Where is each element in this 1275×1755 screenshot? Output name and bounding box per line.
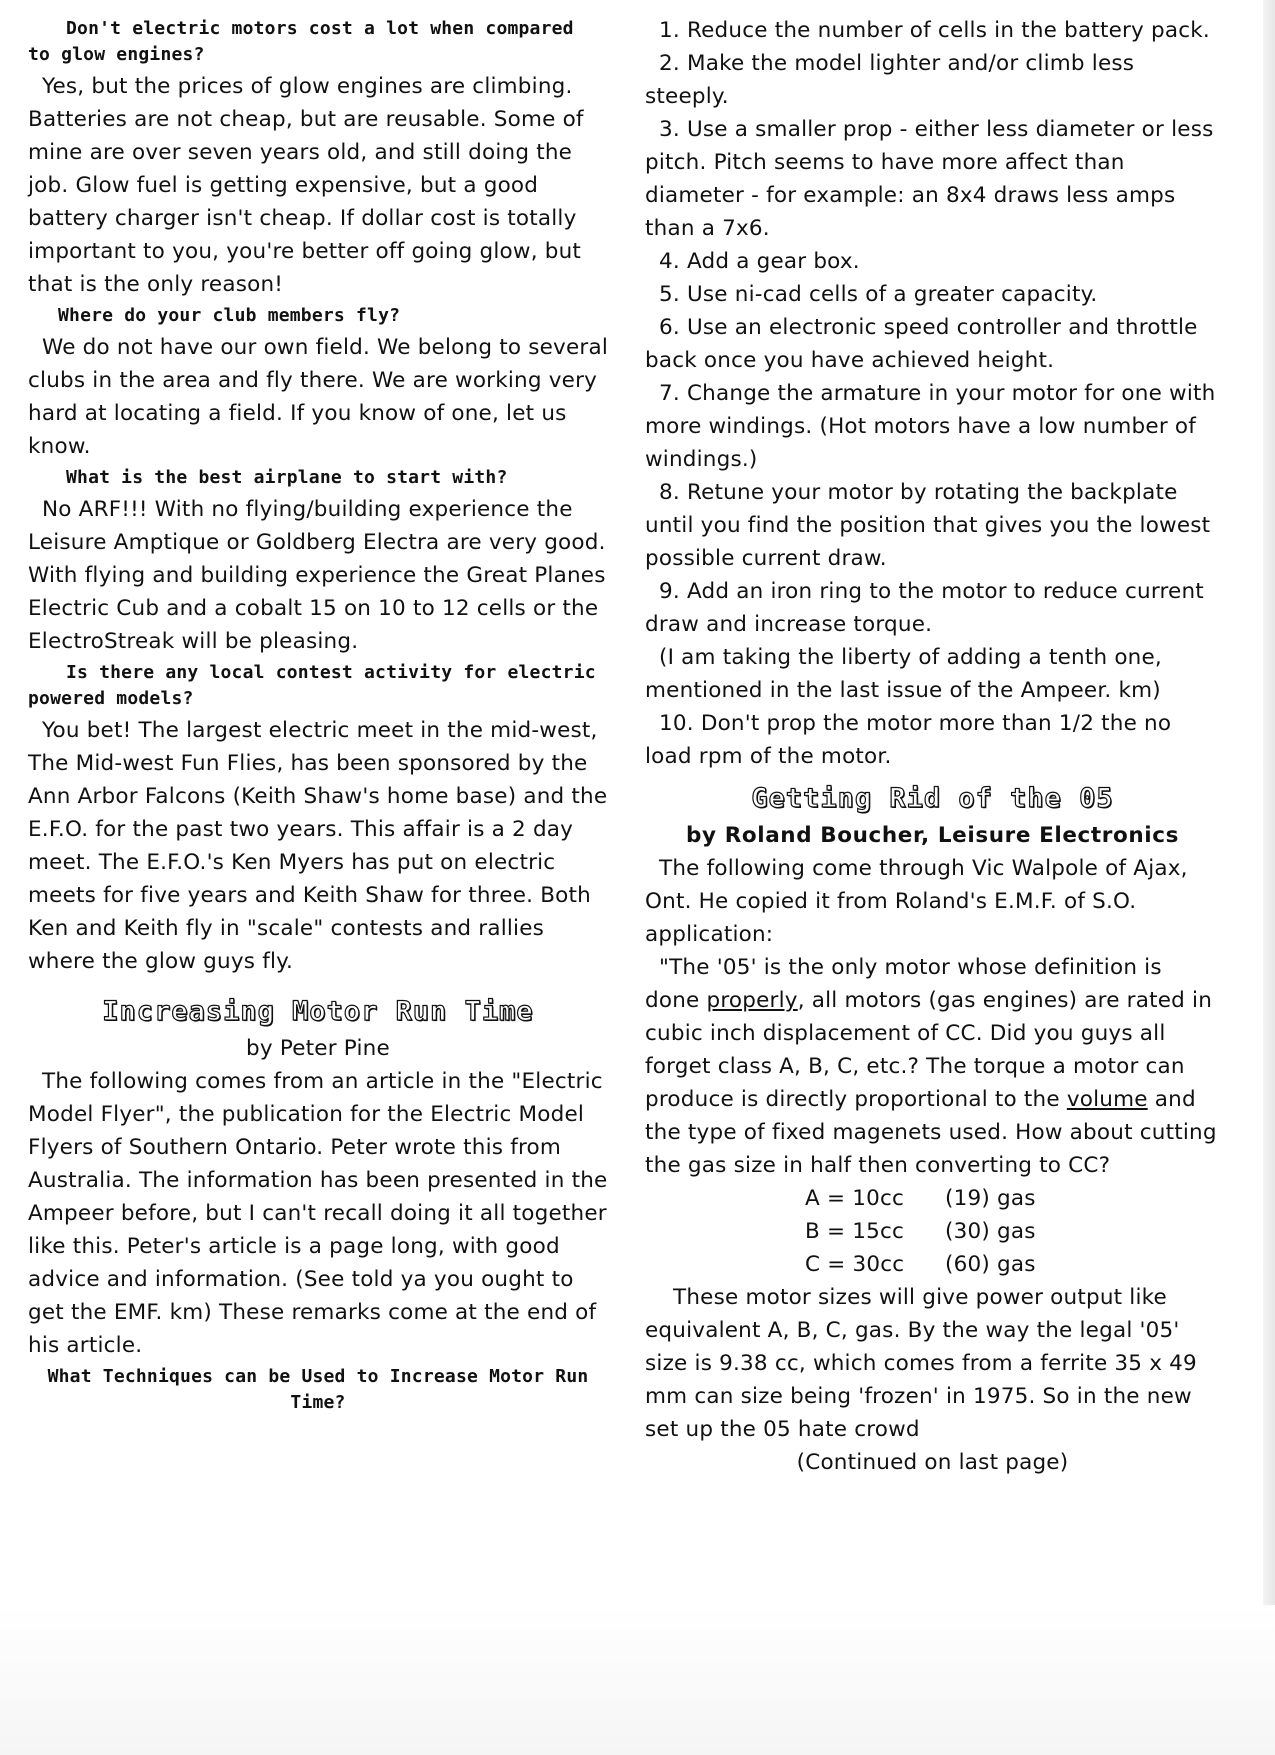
motor-size-row: [805, 1248, 1220, 1281]
motor-size-gas: (60) gas: [945, 1252, 1036, 1277]
article-body-motor-run-time: The following comes from an article in the "Electric Model Flyer", the publication for the Electric Model Flyers of Southern Ontario. Peter wrote this from Australia. The information has been presented in the Ampeer before, but I can't recall doing it all together like this. Peter's article is a page long, with good advice and information. (See told ya you ought to get the EMF. km) These remarks come at the end of his article.: [28, 1069, 608, 1358]
article-quote: [645, 951, 1220, 1182]
faq-question-fly: Where do your club members fly?: [58, 305, 401, 326]
motor-size-cc: C = 30cc: [805, 1252, 905, 1277]
faq-answer-airplane: No ARF!!! With no flying/building experience the Leisure Amptique or Goldberg Electra are very good. With flying and building experience the Great Planes Electric Cub and a cobalt 15 on 10 to 12 cells or the ElectroStreak will be pleasing.: [28, 497, 606, 654]
tip-item: 7. Change the armature in your motor for one with more windings. (Hot motors have a low number of windings.): [645, 381, 1216, 472]
article-outro: These motor sizes will give power output like equivalent A, B, C, gas. By the way the legal '05' size is 9.38 cc, which comes from a ferrite 35 x 49 mm can size being 'frozen' in 1975. So in the new set up the 05 hate crowd: [645, 1285, 1197, 1442]
faq-question-cost-line1: Don't electric motors cost a lot when compared: [66, 18, 574, 39]
bottom-shade: [0, 1605, 1275, 1755]
motor-size-table: [645, 1182, 1220, 1281]
continued-note: (Continued on last page): [796, 1450, 1069, 1475]
faq-question-contest: [28, 660, 608, 712]
article-intro: The following come through Vic Walpole of Ajax, Ont. He copied it from Roland's E.M.F. of S.O. application:: [645, 856, 1188, 947]
article-question-techniques: What Techniques can be Used to Increase Motor Run Time?: [47, 1366, 589, 1413]
tips-list: [645, 14, 1220, 773]
faq-answer-fly: We do not have our own field. We belong to several clubs in the area and fly there. We are working very hard at locating a field. If you know of one, let us know.: [28, 335, 608, 459]
motor-size-cc: A = 10cc: [805, 1186, 904, 1211]
tip-editor-note: (I am taking the liberty of adding a tenth one, mentioned in the last issue of the Ampeer. km): [645, 645, 1162, 703]
faq-answer-contest: You bet! The largest electric meet in the mid-west, The Mid-west Fun Flies, has been sponsored by the Ann Arbor Falcons (Keith Shaw's home base) and the E.F.O. for the past two years. This affair is a 2 day meet. The E.F.O.'s Ken Myers has put on electric meets for five years and Keith Shaw for three. Both Ken and Keith fly in "scale" contests and rallies where the glow guys fly.: [28, 718, 608, 974]
quote-text-2: , all motors (gas engines) are rated in cubic inch displacement of CC. Did you guys all forget class A, B, C, etc.? The torque a motor can produce is directly proportional to the: [645, 988, 1213, 1112]
article-byline-roland-boucher: by Roland Boucher, Leisure Electronics: [686, 823, 1179, 848]
right-column: [645, 14, 1220, 1479]
faq-question-cost: [28, 16, 608, 68]
tip-item: 5. Use ni-cad cells of a greater capacity.: [659, 282, 1098, 307]
tip-item: 6. Use an electronic speed controller and throttle back once you have achieved height.: [645, 315, 1198, 373]
faq-question-contest-line1: Is there any local contest activity for electric: [66, 662, 596, 683]
quote-underlined-properly: properly: [706, 988, 798, 1013]
tip-item: 9. Add an iron ring to the motor to reduce current draw and increase torque.: [645, 579, 1204, 637]
faq-answer-cost: Yes, but the prices of glow engines are climbing. Batteries are not cheap, but are reusable. Some of mine are over seven years old, and still doing the job. Glow fuel is getting expensive, but a good battery charger isn't cheap. If dollar cost is totally important to you, you're better off going glow, but that is the only reason!: [28, 74, 584, 297]
tip-item: 2. Make the model lighter and/or climb less steeply.: [645, 51, 1135, 109]
faq-question-airplane: What is the best airplane to start with?: [66, 467, 508, 488]
tip-item: 3. Use a smaller prop - either less diameter or less pitch. Pitch seems to have more affect than diameter - for example: an 8x4 draws less amps than a 7x6.: [645, 117, 1214, 241]
article-byline-peter-pine: by Peter Pine: [246, 1036, 390, 1061]
tip-item: 1. Reduce the number of cells in the battery pack.: [659, 18, 1210, 43]
tip-item: 4. Add a gear box.: [659, 249, 860, 274]
motor-size-row: [805, 1182, 1220, 1215]
motor-size-cc: B = 15cc: [805, 1219, 905, 1244]
quote-text-1: "The '05' is the only motor whose definition is done: [645, 955, 1162, 1013]
motor-size-gas: (30) gas: [945, 1219, 1036, 1244]
faq-question-cost-line2: to glow engines?: [28, 44, 205, 65]
article-title-getting-rid-05: Getting Rid of the 05: [751, 783, 1114, 814]
quote-text-3: and the type of fixed magenets used. How about cutting the gas size in half then converting to CC?: [645, 1087, 1217, 1178]
quote-underlined-volume: volume: [1066, 1087, 1148, 1112]
motor-size-gas: (19) gas: [945, 1186, 1036, 1211]
left-column: [28, 14, 608, 1418]
tip-item: 8. Retune your motor by rotating the backplate until you find the position that gives you the lowest possible current draw.: [645, 480, 1211, 571]
motor-size-row: [805, 1215, 1220, 1248]
faq-question-contest-line2: powered models?: [28, 688, 194, 709]
article-title-motor-run-time: Increasing Motor Run Time: [102, 996, 534, 1027]
tip-item: 10. Don't prop the motor more than 1/2 the no load rpm of the motor.: [645, 711, 1172, 769]
page-edge-shadow: [1263, 0, 1275, 1755]
